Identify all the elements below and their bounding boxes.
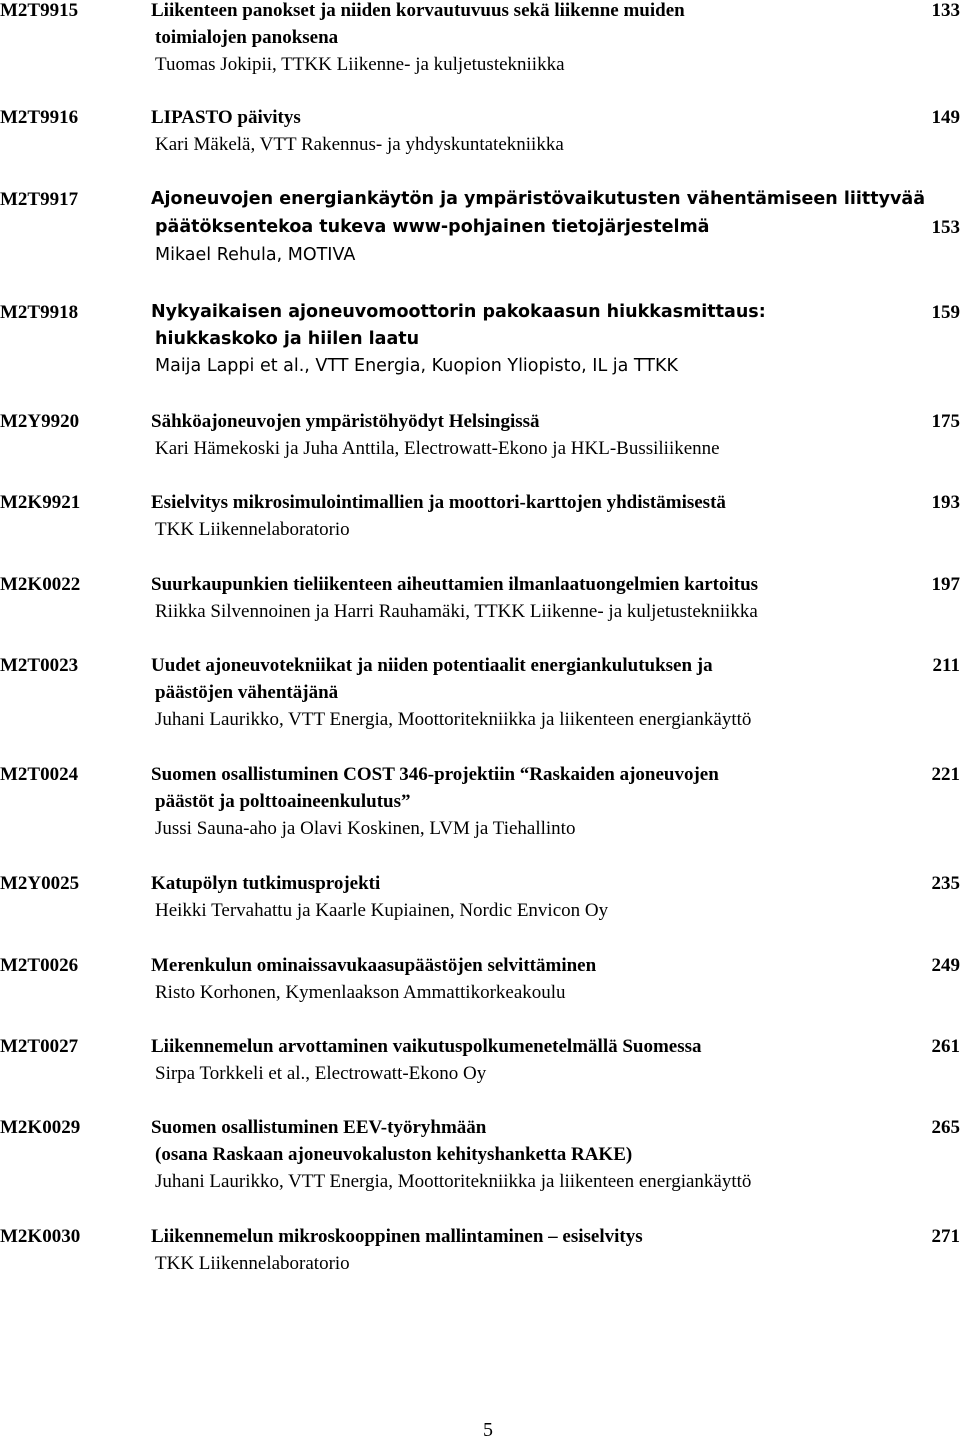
report-code: M2Y9920 (0, 411, 80, 432)
footer-page-number: 5 (483, 1419, 493, 1441)
report-code: M2T0026 (0, 955, 79, 976)
entry-authors: Risto Korhonen, Kymenlaakson Ammattikorkeakoulu (155, 982, 566, 1003)
entry-authors: TKK Liikennelaboratorio (155, 1253, 350, 1274)
entry-title-line: Suomen osallistuminen EEV-työryhmään (151, 1117, 487, 1138)
page-number: 175 (931, 411, 960, 432)
page-number: 149 (931, 107, 960, 128)
report-code: M2T0023 (0, 655, 79, 676)
page-number: 261 (931, 1036, 960, 1057)
page-number: 211 (932, 655, 960, 676)
toc-entry-m2t0026 (0, 952, 960, 1003)
entry-title-line: Liikennemelun arvottaminen vaikutuspolkumenetelmällä Suomessa (151, 1036, 702, 1057)
entry-authors: Riikka Silvennoinen ja Harri Rauhamäki, TTKK Liikenne- ja kuljetustekniikka (155, 601, 758, 622)
page-number: 265 (931, 1117, 960, 1138)
entry-title-line: (osana Raskaan ajoneuvokaluston kehityshanketta RAKE) (155, 1144, 633, 1165)
toc-entry-m2t0023 (0, 652, 960, 730)
entry-title-line: Esielvitys mikrosimulointimallien ja moottori-karttojen yhdistämisestä (151, 492, 726, 513)
entry-title-line: Katupölyn tutkimusprojekti (151, 873, 381, 894)
toc-entry-m2y0025 (0, 870, 960, 921)
toc-entry-m2t9916 (0, 104, 960, 155)
entry-title-line: Ajoneuvojen energiankäytön ja ympäristövaikutusten vähentämiseen liittyvää (151, 189, 925, 209)
entry-authors: Kari Mäkelä, VTT Rakennus- ja yhdyskuntatekniikka (155, 134, 564, 155)
toc-entry-m2t0027 (0, 1033, 960, 1084)
page-number: 193 (931, 492, 960, 513)
toc-entry-m2k0030 (0, 1223, 960, 1274)
report-code: M2T0024 (0, 764, 79, 785)
page-number: 133 (931, 0, 960, 21)
entry-authors: Tuomas Jokipii, TTKK Liikenne- ja kuljetustekniikka (155, 54, 565, 75)
entry-authors: TKK Liikennelaboratorio (155, 519, 350, 540)
report-code: M2K0030 (0, 1226, 81, 1247)
toc-entry-m2k9921 (0, 489, 960, 540)
entry-authors: Kari Hämekoski ja Juha Anttila, Electrowatt-Ekono ja HKL-Bussiliikenne (155, 438, 720, 459)
entry-authors: Maija Lappi et al., VTT Energia, Kuopion Yliopisto, IL ja TTKK (155, 356, 678, 376)
report-code: M2T9918 (0, 302, 79, 323)
toc-entry-m2t9918 (0, 299, 960, 376)
page-number: 235 (931, 873, 960, 894)
page-number: 153 (931, 217, 960, 238)
toc-entry-m2t9917 (0, 186, 960, 265)
entry-title-line: päätöksentekoa tukeva www-pohjainen tietojärjestelmä (155, 217, 710, 237)
toc-entry-m2t0024 (0, 761, 960, 839)
entry-title-line: LIPASTO päivitys (151, 107, 301, 128)
entry-title-line: Suurkaupunkien tieliikenteen aiheuttamien ilmanlaatuongelmien kartoitus (151, 574, 759, 595)
report-code: M2T9915 (0, 0, 79, 21)
entry-authors: Juhani Laurikko, VTT Energia, Moottoritekniikka ja liikenteen energiankäyttö (155, 1171, 752, 1192)
toc-entry-m2k0029 (0, 1114, 960, 1192)
entry-authors: Heikki Tervahattu ja Kaarle Kupiainen, Nordic Envicon Oy (155, 900, 609, 921)
page-number: 271 (931, 1226, 960, 1247)
entry-title-line: Nykyaikaisen ajoneuvomoottorin pakokaasun hiukkasmittaus: (151, 302, 766, 322)
page-number: 197 (931, 574, 960, 595)
page-number: 159 (931, 302, 960, 323)
report-code: M2Y0025 (0, 873, 80, 894)
entry-title-line: toimialojen panoksena (155, 27, 339, 48)
entry-authors: Mikael Rehula, MOTIVA (155, 245, 356, 265)
entry-title-line: Suomen osallistuminen COST 346-projektiin “Raskaiden ajoneuvojen (151, 764, 719, 785)
entry-title-line: päästöjen vähentäjänä (155, 682, 339, 703)
entry-authors: Sirpa Torkkeli et al., Electrowatt-Ekono Oy (155, 1063, 487, 1084)
report-code: M2K0022 (0, 574, 81, 595)
entry-title-line: hiukkaskoko ja hiilen laatu (155, 329, 420, 349)
report-code: M2T9916 (0, 107, 79, 128)
page-number: 221 (931, 764, 960, 785)
report-code: M2K0029 (0, 1117, 81, 1138)
entry-title-line: Uudet ajoneuvotekniikat ja niiden potentiaalit energiankulutuksen ja (151, 655, 713, 676)
page-number: 249 (931, 955, 960, 976)
toc-entry-m2k0022 (0, 571, 960, 622)
entry-title-line: päästöt ja polttoaineenkulutus” (155, 791, 411, 812)
toc-entry-m2y9920 (0, 408, 960, 459)
report-code: M2T9917 (0, 189, 79, 210)
entry-authors: Juhani Laurikko, VTT Energia, Moottoritekniikka ja liikenteen energiankäyttö (155, 709, 752, 730)
entry-authors: Jussi Sauna-aho ja Olavi Koskinen, LVM ja Tiehallinto (155, 818, 576, 839)
entry-title-line: Liikenteen panokset ja niiden korvautuvuus sekä liikenne muiden (151, 0, 685, 21)
report-code: M2K9921 (0, 492, 81, 513)
report-code: M2T0027 (0, 1036, 79, 1057)
entry-title-line: Liikennemelun mikroskooppinen mallintaminen – esiselvitys (151, 1226, 643, 1247)
entry-title-line: Merenkulun ominaissavukaasupäästöjen selvittäminen (151, 955, 597, 976)
entry-title-line: Sähköajoneuvojen ympäristöhyödyt Helsingissä (151, 411, 540, 432)
